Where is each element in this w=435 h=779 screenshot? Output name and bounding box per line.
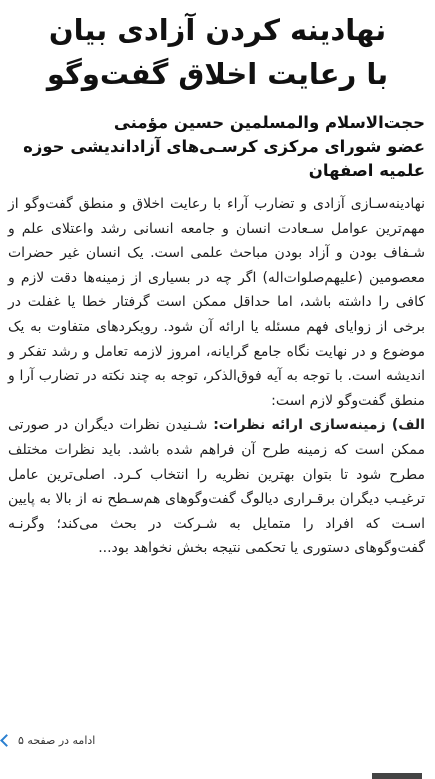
article-body <box>8 192 425 561</box>
headline-line-2: با رعایت اخلاق گفت‌وگو <box>46 57 389 91</box>
section-a-heading: الف) زمینه‌سازی ارائه نظرات: <box>213 417 425 434</box>
footer-bar <box>372 773 422 779</box>
byline <box>8 111 425 183</box>
headline-line-1: نهادینه کردن آزادی بیان <box>48 13 387 47</box>
author-name: حجت‌الاسلام والمسلمین حسین مؤمنی <box>113 113 425 132</box>
footer-rule <box>0 769 435 779</box>
continue-label: ادامه در صفحه ۵ <box>18 734 96 747</box>
author-role: عضو شورای مرکزی کرسـی‌های آزاداندیشی حوزه <box>23 137 425 156</box>
section-a-text: شـنیدن نظرات دیگران در صورتی ممکن است که زمینه طرح آن فراهم شده باشد. باید نظرات مختلف مطرح شود تا بتوان بهترین نظریه را انتخاب کـرد. اصلی‌ترین عامل ترغیـب دیگران برقـراری دیالوگ گفت‌وگوهای هم‌سـطح نه از بالا به پایین اسـت که افراد را متمایل به شـرکت در بحث می‌کند؛ وگرنـه گفت‌وگوهای دستوری یا تحکمی نتیجه بخش نخواهد بود... <box>8 417 425 557</box>
paragraph-section-a <box>8 413 425 561</box>
chevron-left-icon <box>0 734 13 747</box>
continue-link[interactable] <box>2 734 95 747</box>
paragraph-intro: نهادینه‌سـازی آزادی و تضارب آراء با رعایت اخلاق و منطق گفت‌وگو از مهم‌ترین عوامل سـعادت انسان و جامعه انسانی رشد واعتلای علم و شـفاف بودن و آزاد بودن مباحث علمی است. یک انسان غیر حضرات معصومین (علیهم‌صلوات‌اله) اگر چه در بسیاری از زمینه‌ها دقت لازم و کافی را داشته باشد، اما حداقل ممکن است گرفتار خطا یا غفلت در برخی از زوایای فهم مسئله یا ارائه آن شود. رویکردهای متفاوت به یک موضوع و در نهایت نگاه جامع گرایانه، امروز لازمه تعامل و رشد تفکر و اندیشه است. با توجه به آیه فوق‌الذکر، توجه به چند نکته در تضارب آرا و منطق گفت‌وگو لازم است: <box>8 196 425 409</box>
author-org: علمیه اصفهان <box>308 161 425 180</box>
headline <box>6 8 429 96</box>
